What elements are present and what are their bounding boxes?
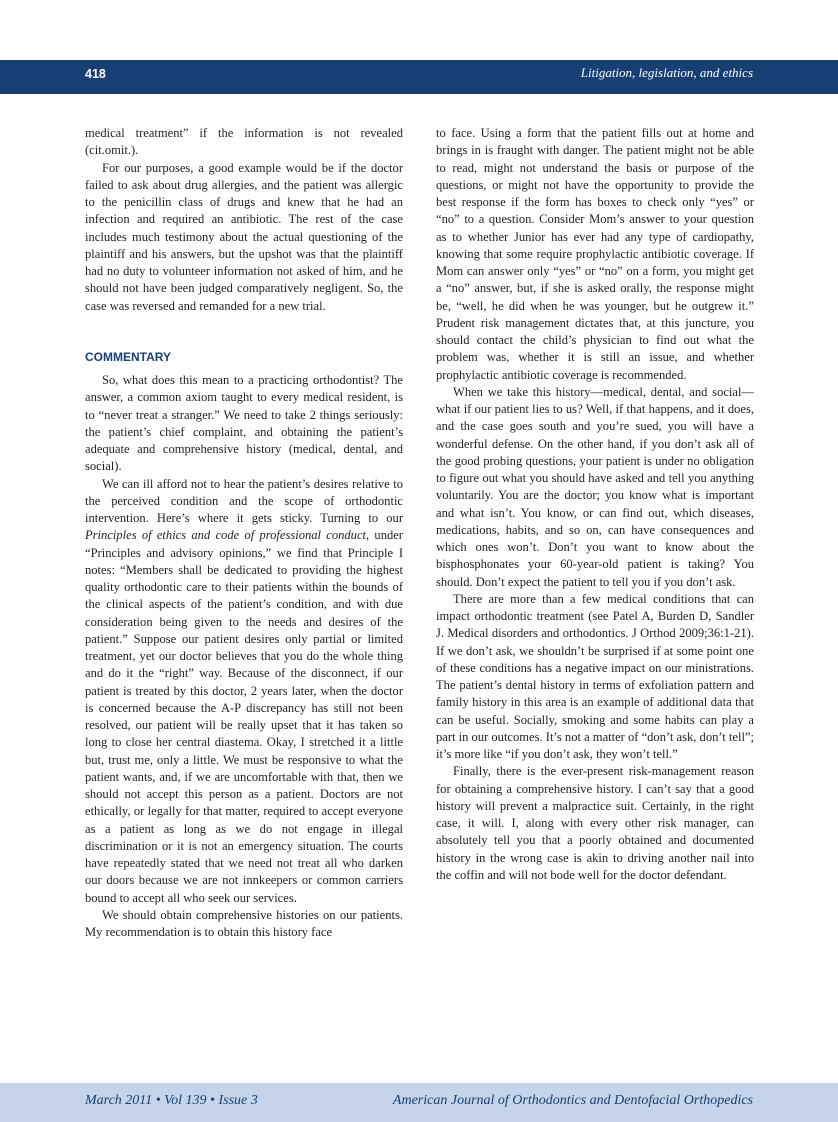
document-title: Principles of ethics and code of professional conduct	[85, 528, 367, 543]
page-number: 418	[85, 67, 106, 81]
paragraph: So, what does this mean to a practicing orthodontist? The answer, a common axiom taught to every medical resident, is to “never treat a stranger.” We need to take 2 things seriously: the patient’s chief complaint, and obtaining the patient’s adequate and comprehensive history (medical, dental, and social).	[85, 373, 403, 474]
paragraph: to face. Using a form that the patient fills out at home and brings in is fraught with danger. The patient might not be able to read, might not understand the basis or purpose of the questions, or might not have the opportunity to provide the best response if the form has boxes to check only “yes” or “no” to a question. Consider Mom’s answer to your question as to whether Junior has ever had any type of cardiopathy, knowing that some require prophylactic antibiotic coverage. If Mom can answer only “yes” or “no” on a form, you might get a “no” answer, but, if she is asked orally, the response might be, “well, he did when he was younger, but he outgrew it.” Prudent risk management dictates that, at this juncture, you should contact the child’s physician to find out what the problem was, whether it is still an issue, and whether prophylactic antibiotic coverage is recommended.	[436, 126, 754, 382]
footer-issue: March 2011 • Vol 139 • Issue 3	[85, 1093, 258, 1108]
paragraph: When we take this history—medical, dental, and social—what if our patient lies to us? Well, if that happens, and it does, and the case goes south and you’re sued, you will have a wonderful defense. On the other hand, if you don’t ask all of the good probing questions, your patient is under no obligation to figure out what you should have asked and tell you anything voluntarily. You are the doctor; you know what is important and what isn’t. You know, or can find out, which diseases, medications, habits, and so on, can have consequences and which ones won’t. Don’t you want to know about the bisphosphonates your 60-year-old patient is taking? You should. Don’t expect the patient to tell you if you don’t ask.	[436, 384, 754, 589]
paragraph: Finally, there is the ever-present risk-management reason for obtaining a comprehensive history. I can’t say that a good history will prevent a malpractice suit. Certainly, in the right case, it will. I, along with every other risk manager, can absolutely tell you that a poorly obtained and documented history in the wrong case is akin to driving another nail into the coffin and will not bode well for the doctor defendant.	[436, 764, 754, 882]
paragraph	[85, 476, 403, 907]
paragraph-text: , under “Principles and advisory opinions,” we find that Principle I notes: “Members shall be dedicated to providing the highest quality orthodontic care to their patients within the bounds of the clinical aspects of the patient’s condition, and with due consideration being given to the needs and desires of the patient.” Suppose our patient desires only partial or limited treatment, yet our doctor believes that you do the whole thing and do it the “right” way. Because of the disconnect, if our patient is treated by this doctor, 2 years later, when the doctor is concerned because the A-P discrepancy has still not been resolved, our patient will be really upset that it has taken so long to close her central diastema. Okay, I stretched it a little but, trust me, only a little. We must be responsive to what the patient wants, and, if we are uncomfortable with that, then we should not accept this person as a patient. Doctors are not ethically, or legally for that matter, required to accept everyone as a patient as long as we do not engage in illegal discrimination or it is not an emergency situation. The courts have repeatedly stated that we need not treat all who darken our doors because we are not innkeepers or common carriers bound to accept all who seek our services.	[85, 528, 403, 905]
paragraph: There are more than a few medical conditions that can impact orthodontic treatment (see Patel A, Burden D, Sandler J. Medical disorders and orthodontics. J Orthod 2009;36:1-21). If we don’t ask, we shouldn’t be surprised if at some point one of these conditions has a negative impact on our ministrations. The patient’s dental history in terms of exfoliation pattern and family history in this area is an example of additional data that can be useful. Socially, smoking and some habits can play a part in our outcomes. It’s not a matter of “don’t ask, don’t tell”; it’s more like “if you don’t ask, they won’t tell.”	[436, 591, 755, 761]
paragraph: For our purposes, a good example would be if the doctor failed to ask about drug allergies, and the patient was allergic to the penicillin class of drugs and knew that he had an infection and required an antibiotic. The rest of the case includes much testimony about the actual questioning of the plaintiff and his answers, but the upshot was that the plaintiff had no duty to volunteer information not asked of him, and he should not have been judged comparatively negligent. So, the case was reversed and remanded for a new trial.	[85, 160, 403, 313]
header-bar	[0, 60, 838, 94]
right-column	[436, 125, 754, 884]
paragraph-text: We can ill afford not to hear the patient’s desires relative to the perceived condition and the scope of orthodontic intervention. Here’s where it gets sticky. Turning to our	[85, 476, 403, 525]
section-title: Litigation, legislation, and ethics	[580, 65, 753, 80]
footer-journal: American Journal of Orthodontics and Dentofacial Orthopedics	[392, 1093, 753, 1108]
footer-bar	[0, 1083, 838, 1122]
paragraph: We should obtain comprehensive histories on our patients. My recommendation is to obtain this history face	[85, 907, 403, 939]
section-heading: COMMENTARY	[85, 349, 171, 364]
paragraph: medical treatment” if the information is not revealed (cit.omit.).	[85, 126, 403, 158]
left-column	[85, 125, 403, 941]
